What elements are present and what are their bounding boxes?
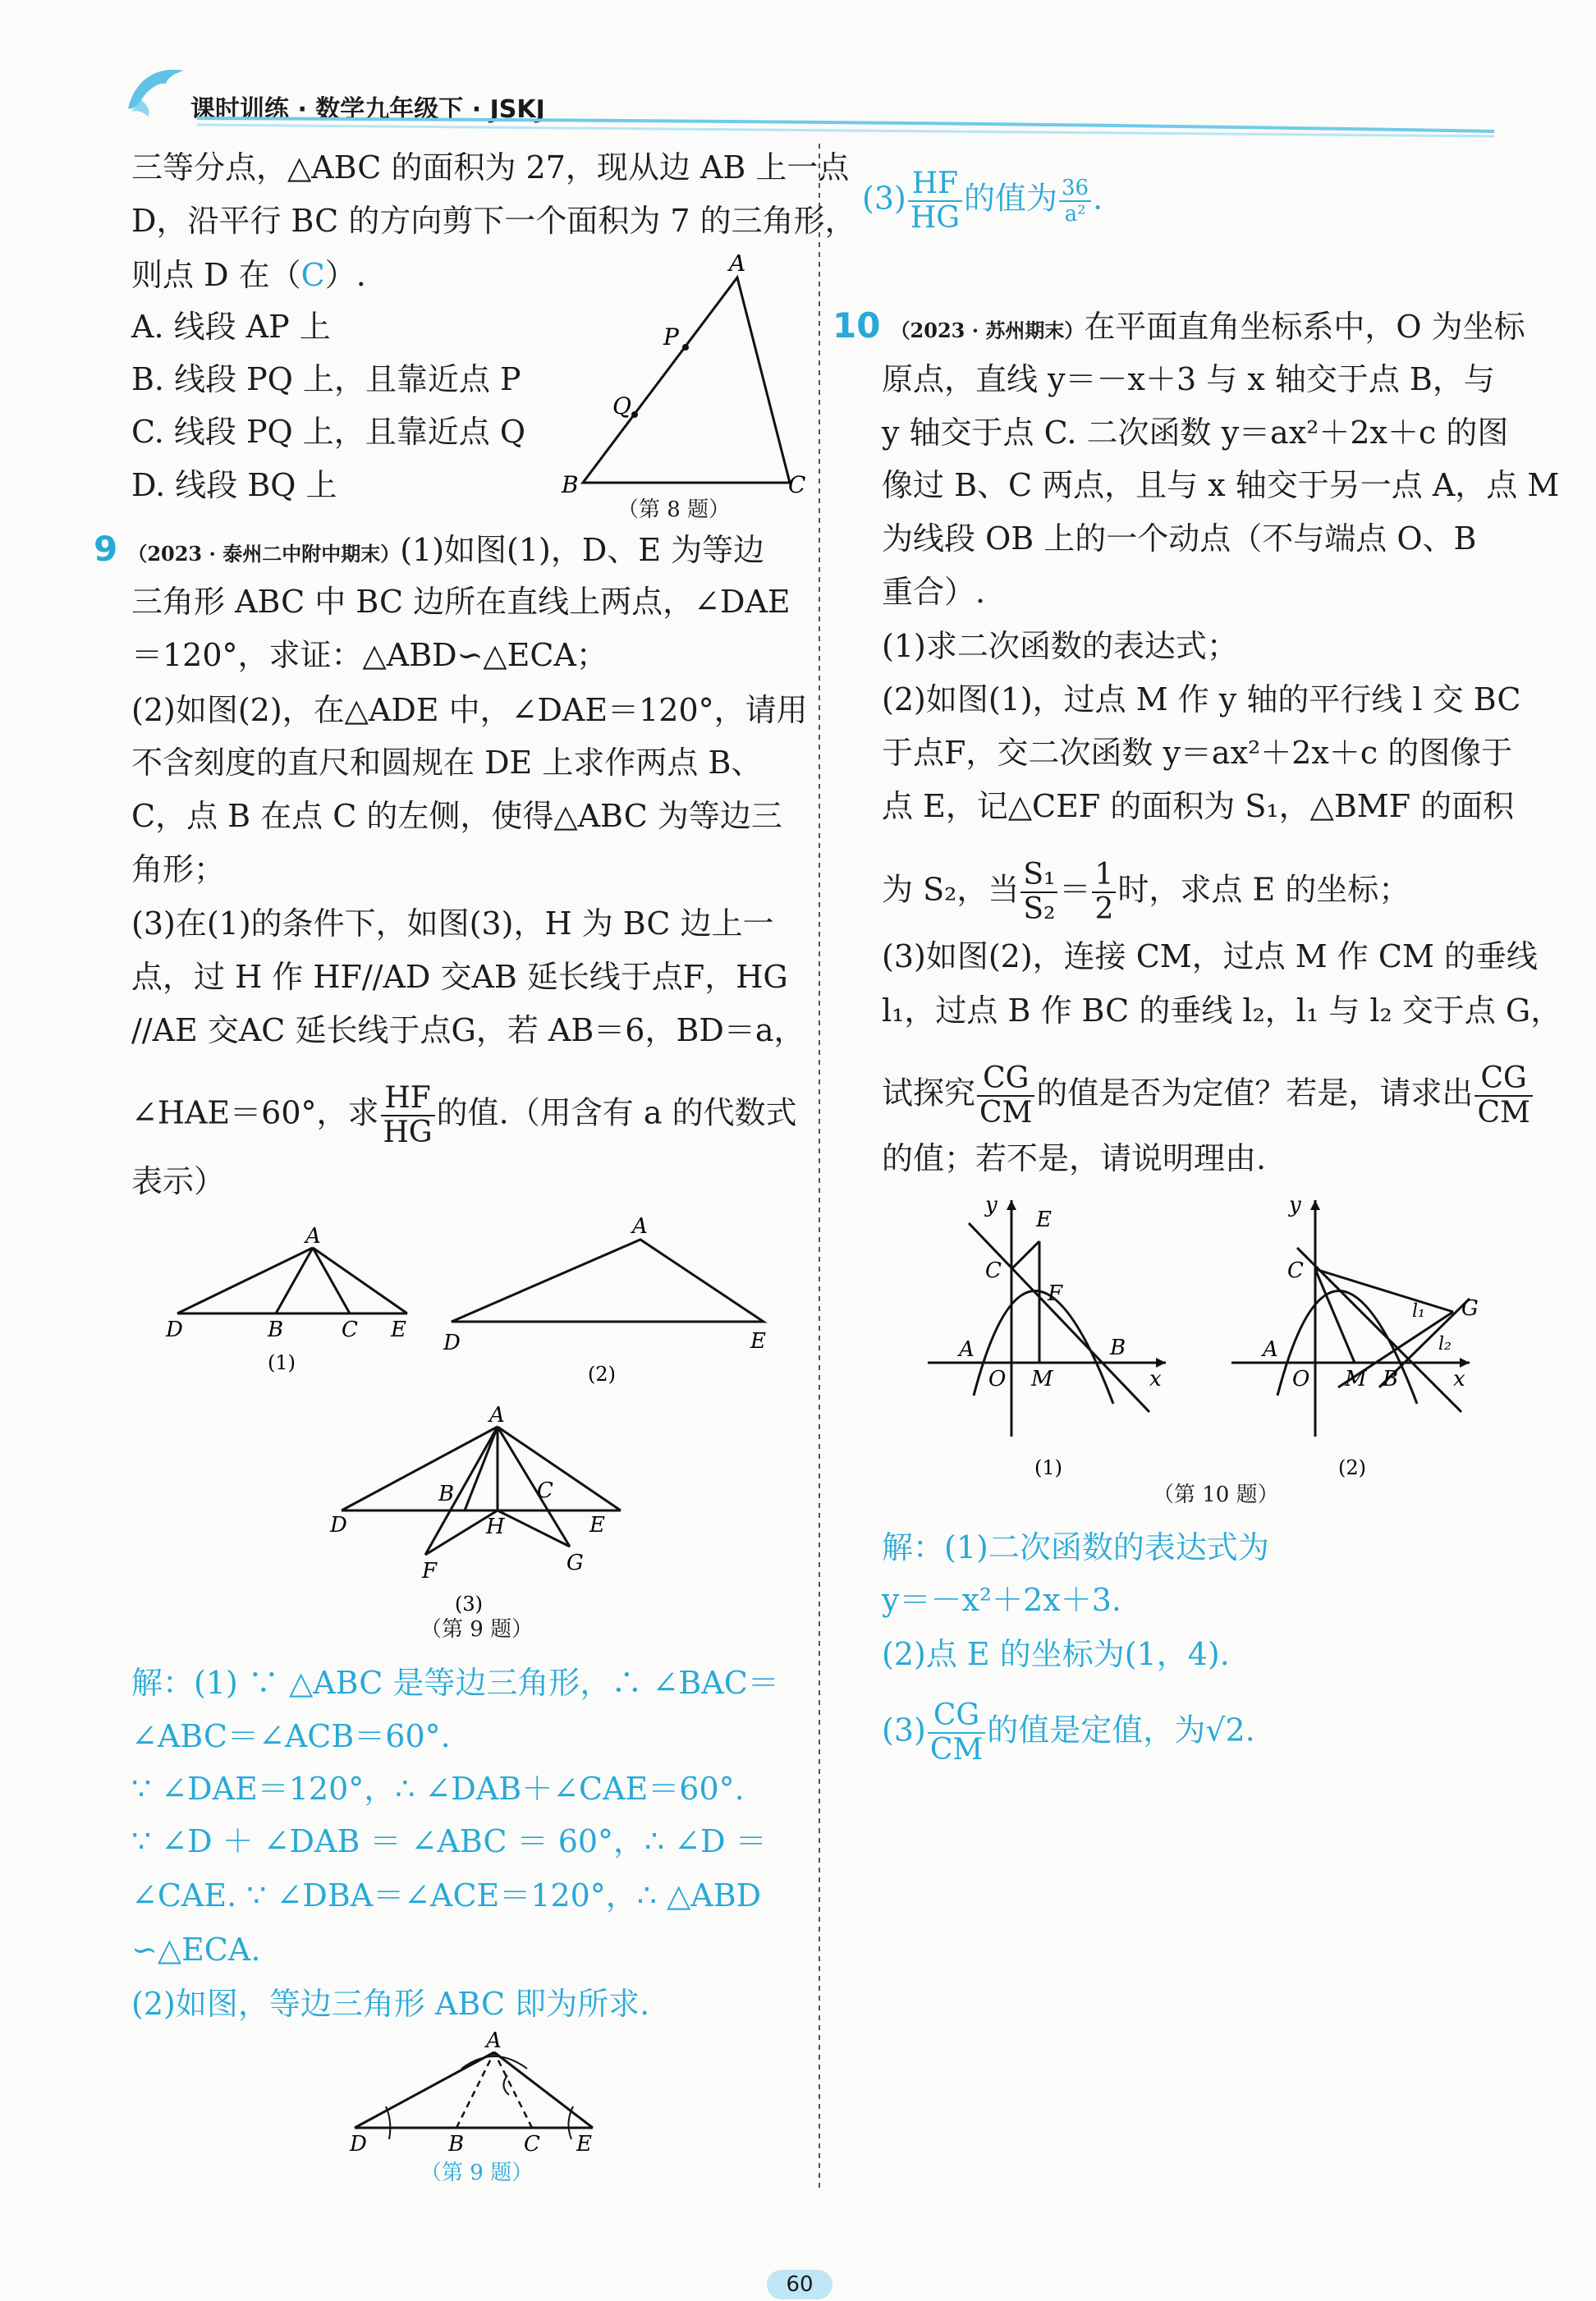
q10-cg-den-2: CM	[1477, 1096, 1530, 1130]
q9-f3-label-b: B	[438, 1482, 455, 1506]
q9-sol-label-c: C	[524, 2132, 540, 2157]
q10-f2-label-m: M	[1345, 1367, 1367, 1391]
q10-line-4: 像过 B、C 两点，且与 x 轴交于另一点 A，点 M	[882, 467, 1560, 503]
q10-s-num: S₁	[1020, 860, 1057, 893]
q10-sol4-prefix: (3)	[882, 1712, 926, 1749]
q9-solution-2: ∠ABC＝∠ACB＝60°.	[131, 1718, 451, 1754]
q10-sol4-den: CM	[929, 1733, 984, 1767]
q10-sol4-text: 的值是定值，为√2.	[987, 1712, 1255, 1749]
q10-frac-half	[1092, 860, 1116, 924]
q8-label-c: C	[788, 471, 806, 498]
q9-part3-line	[862, 169, 1103, 233]
q10-f2-label-y: y	[1289, 1193, 1301, 1217]
q9-part3-mid: 的值为	[963, 180, 1057, 217]
q10-f1-label-f: F	[1048, 1281, 1063, 1306]
q9-line-11	[131, 1081, 797, 1149]
q10-cg-num-2: CG	[1474, 1064, 1532, 1097]
q9-sol-label-b: B	[448, 2132, 465, 2157]
q10-caption: （第 10 题）	[1153, 1483, 1279, 1507]
q9-part3-value-frac	[1059, 177, 1091, 225]
q9-sol-label-e: E	[576, 2132, 592, 2157]
q10-f2-label-l1: l₁	[1412, 1301, 1425, 1322]
q10-f2-label-g: G	[1461, 1296, 1479, 1321]
q8-option-a: A. 线段 AP 上	[131, 309, 331, 345]
q10-line-13: l₁，过点 B 作 BC 的垂线 l₂，l₁ 与 l₂ 交于点 G，	[882, 992, 1562, 1029]
q10-frac-cg-cm-2	[1474, 1061, 1532, 1130]
q10-line-14	[882, 1061, 1534, 1130]
q9-f1-label-b: B	[268, 1318, 284, 1342]
q9-f3-caption: (3)	[455, 1593, 483, 1616]
q9-line-3: ＝120°，求证：△ABD∽△ECA；	[131, 637, 608, 673]
q10-frac-cg-cm	[977, 1061, 1034, 1130]
q8-label-b: B	[562, 471, 579, 498]
q8-label-p: P	[663, 323, 679, 351]
q8-option-c: C. 线段 PQ 上，且靠近点 Q	[131, 414, 525, 450]
q10-line-2: 原点，直线 y＝－x＋3 与 x 轴交于点 B，与	[882, 361, 1495, 397]
q10-f1-label-c: C	[985, 1258, 1002, 1283]
q9-f2-caption: (2)	[588, 1363, 616, 1386]
q9-f3-label-h: H	[486, 1515, 505, 1539]
q10-solution-4	[882, 1698, 1255, 1767]
q9-part3-prefix: (3)	[862, 180, 906, 217]
page-number: 60	[786, 2272, 814, 2297]
q9-part3-val-num: 36	[1059, 177, 1091, 202]
q8-label-q: Q	[612, 392, 631, 419]
q8-caption: （第 8 题）	[617, 497, 731, 522]
q9-line-10: //AE 交AC 延长线于点G，若 AB＝6，BD＝a，	[131, 1012, 805, 1048]
q9-sol-label-a: A	[486, 2028, 502, 2053]
q10-f2-label-c: C	[1287, 1258, 1304, 1283]
q10-line-11-end: 时，求点 E 的坐标；	[1117, 871, 1410, 908]
q10-half-num: 1	[1092, 860, 1116, 893]
q10-f2-label-x: x	[1453, 1367, 1465, 1391]
q9-solution-7: (2)如图，等边三角形 ABC 即为所求.	[131, 1986, 650, 2022]
q10-solution-3: (2)点 E 的坐标为(1，4).	[882, 1636, 1230, 1672]
q9-part3-frac-hf-hg	[908, 169, 962, 233]
q9-f1-caption: (1)	[268, 1351, 296, 1374]
column-divider	[818, 144, 821, 2188]
q9-solution-figure	[338, 2028, 609, 2159]
q9-line-5: 不含刻度的直尺和圆规在 DE 上求作两点 B、	[131, 745, 763, 781]
q10-line-6: 重合）.	[882, 574, 986, 610]
q10-line-7: (1)求二次函数的表达式；	[882, 628, 1238, 664]
q9-f3-label-a: A	[489, 1405, 505, 1428]
q10-f2-caption: (2)	[1338, 1456, 1366, 1479]
dolphin-logo-icon	[123, 59, 190, 118]
q10-line-3: y 轴交于点 C. 二次函数 y＝ax²＋2x＋c 的图	[882, 415, 1509, 451]
q8-line-3-end: ）.	[324, 257, 366, 293]
q10-line-11-eq: ＝	[1059, 871, 1091, 908]
q10-line-14-mid: 的值是否为定值？若是，请求出	[1036, 1075, 1474, 1112]
q10-line-8: (2)如图(1)，过点 M 作 y 轴的平行线 l 交 BC	[882, 681, 1521, 717]
q9-line-1	[94, 529, 764, 575]
q10-s-den: S₂	[1023, 892, 1056, 926]
q9-solution-5: ∠CAE. ∵ ∠DBA＝∠ACE＝120°，∴ △ABD	[131, 1877, 762, 1914]
q9-part3-end: .	[1093, 180, 1103, 217]
q10-half-den: 2	[1094, 892, 1114, 926]
q9-f1-label-c: C	[342, 1318, 358, 1342]
q8-option-b: B. 线段 PQ 上，且靠近点 P	[131, 361, 521, 397]
q10-line-15: 的值；若不是，请说明理由.	[882, 1140, 1267, 1176]
q10-f2-label-a: A	[1263, 1337, 1278, 1362]
q8-point-q	[631, 411, 638, 418]
q9-part3-frac-num: HF	[908, 169, 962, 202]
q10-number: 10	[832, 305, 881, 346]
q10-line-1-text: 在平面直角坐标系中，O 为坐标	[1084, 309, 1525, 345]
q9-line-7: 角形；	[131, 851, 226, 887]
q9-figure-3	[325, 1405, 637, 1619]
q10-cg-den: CM	[979, 1096, 1033, 1130]
q10-line-5: 为线段 OB 上的一个动点（不与端点 O、B	[882, 520, 1477, 557]
q9-line-9: 点，过 H 作 HF//AD 交AB 延长线于点F，HG	[131, 959, 788, 995]
q9-f3-label-e: E	[589, 1513, 605, 1538]
q9-f2-label-e: E	[750, 1329, 766, 1354]
q10-line-14-text: 试探究	[882, 1075, 976, 1112]
q10-figure-1	[920, 1190, 1182, 1502]
q10-f2-label-l2: l₂	[1438, 1334, 1452, 1354]
q9-f2-label-a: A	[632, 1214, 648, 1239]
q9-frac-num: HF	[381, 1084, 435, 1116]
q9-source-tag: （2023 · 泰州二中附中期末）	[127, 542, 401, 566]
q9-solution-caption: （第 9 题）	[420, 2161, 534, 2185]
q10-f1-label-o: O	[988, 1367, 1007, 1391]
q9-figure-1	[161, 1223, 432, 1379]
q10-line-1	[832, 305, 1525, 351]
q10-line-9: 于点F，交二次函数 y＝ax²＋2x＋c 的图像于	[882, 735, 1513, 771]
q10-line-11	[882, 860, 1410, 924]
q8-label-a: A	[729, 254, 746, 277]
q9-f3-label-d: D	[330, 1513, 347, 1538]
q9-line-11-text: ∠HAE＝60°，求	[131, 1094, 379, 1131]
q10-f1-label-e: E	[1036, 1208, 1052, 1232]
q9-line-11-end: 的值.（用含有 a 的代数式	[436, 1094, 797, 1131]
q9-solution-4: ∵ ∠D ＋ ∠DAB ＝ ∠ABC ＝ 60°，∴ ∠D ＝	[131, 1823, 767, 1859]
q10-f1-label-x: x	[1149, 1367, 1162, 1391]
q9-line-1-text: (1)如图(1)，D、E 为等边	[400, 532, 765, 568]
q8-line-3	[131, 254, 366, 296]
q9-f1-label-a: A	[305, 1224, 321, 1249]
q9-f3-label-c: C	[537, 1478, 553, 1503]
q10-source-tag: （2023 · 苏州期末）	[890, 319, 1085, 342]
q9-line-8: (3)在(1)的条件下，如图(3)，H 为 BC 边上一	[131, 905, 774, 942]
q10-f1-caption: (1)	[1034, 1456, 1062, 1479]
q8-point-p	[682, 344, 689, 351]
q9-f3-label-f: F	[422, 1559, 438, 1584]
q8-line-3-text: 则点 D 在（	[131, 257, 301, 293]
q10-f1-label-y: y	[985, 1193, 998, 1217]
header-rule	[197, 115, 1494, 140]
q10-f1-label-a: A	[959, 1337, 975, 1362]
q10-frac-s1-s2	[1020, 860, 1057, 924]
q10-f2-label-b: B	[1383, 1367, 1399, 1391]
q9-f1-label-d: D	[166, 1318, 183, 1342]
q9-f1-label-e: E	[391, 1318, 406, 1342]
q9-sol-label-d: D	[350, 2132, 367, 2157]
q9-frac-den: HG	[383, 1116, 433, 1149]
q9-solution-3: ∵ ∠DAE＝120°，∴ ∠DAB＋∠CAE＝60°.	[131, 1771, 745, 1807]
q10-sol4-frac	[928, 1698, 985, 1767]
q10-solution-2: y＝－x²＋2x＋3.	[882, 1582, 1121, 1618]
q9-figure-2	[435, 1207, 788, 1396]
q9-fraction-hf-hg	[381, 1081, 435, 1149]
q10-sol4-num: CG	[928, 1701, 985, 1734]
q8-figure	[550, 254, 813, 501]
q10-cg-num: CG	[977, 1064, 1034, 1097]
q9-line-12: 表示）	[131, 1163, 226, 1199]
q9-line-2: 三角形 ABC 中 BC 边所在直线上两点，∠DAE	[131, 584, 791, 620]
q9-line-4: (2)如图(2)，在△ADE 中，∠DAE＝120°，请用	[131, 692, 808, 728]
q10-f2-label-o: O	[1292, 1367, 1310, 1391]
q10-f1-label-m: M	[1031, 1367, 1053, 1391]
q8-line-1: 三等分点，△ABC 的面积为 27，现从边 AB 上一点	[131, 149, 850, 186]
q9-part3-frac-den: HG	[910, 201, 960, 235]
q10-solution-1: 解：(1)二次函数的表达式为	[882, 1529, 1269, 1565]
q10-line-11-text: 为 S₂，当	[882, 871, 1020, 908]
q8-line-2: D，沿平行 BC 的方向剪下一个面积为 7 的三角形，	[131, 203, 856, 239]
q9-caption: （第 9 题）	[420, 1617, 534, 1642]
q8-option-d: D. 线段 BQ 上	[131, 467, 337, 503]
q9-line-6: C，点 B 在点 C 的左侧，使得△ABC 为等边三	[131, 798, 782, 834]
q9-part3-val-den: a²	[1064, 202, 1086, 227]
q10-f1-label-b: B	[1110, 1336, 1126, 1360]
q9-number: 9	[94, 529, 118, 569]
q9-f2-label-d: D	[443, 1331, 461, 1355]
q9-f3-label-g: G	[566, 1551, 584, 1575]
q8-triangle	[583, 277, 790, 483]
header-title: 课时训练 · 数学九年级下 · JSKJ	[190, 95, 545, 124]
q9-solution-6: ∽△ECA.	[131, 1932, 261, 1968]
q10-line-12: (3)如图(2)，连接 CM，过点 M 作 CM 的垂线	[882, 938, 1538, 974]
q10-figure-2	[1223, 1190, 1502, 1502]
q10-line-10: 点 E，记△CEF 的面积为 S₁，△BMF 的面积	[882, 788, 1515, 824]
q9-solution-1: 解：(1) ∵ △ABC 是等边三角形，∴ ∠BAC＝	[131, 1665, 779, 1701]
q8-answer: C	[300, 257, 325, 293]
page-number-badge	[767, 2270, 832, 2299]
